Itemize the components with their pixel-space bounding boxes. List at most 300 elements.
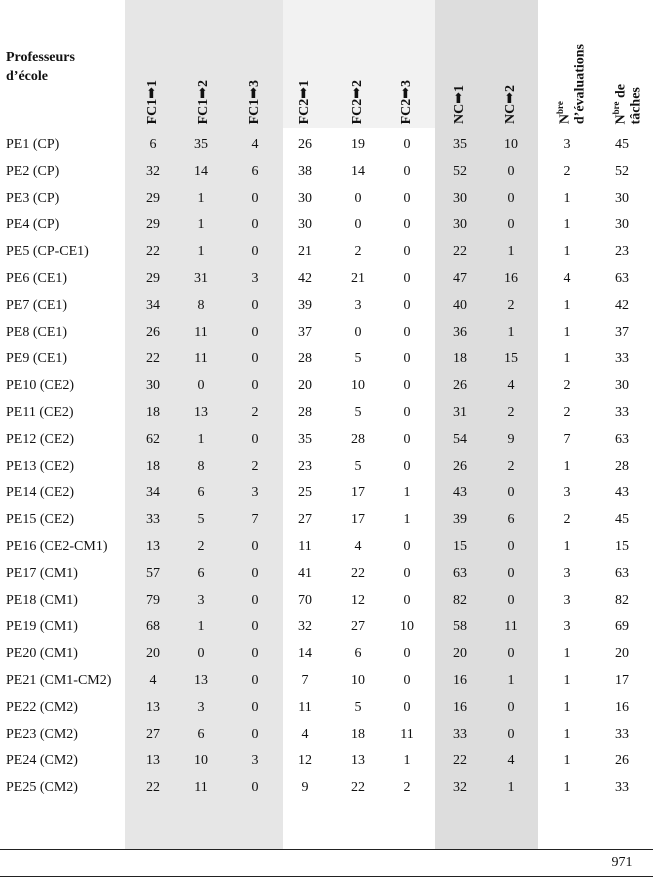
table-cell: 18 [453, 351, 467, 367]
table-cell: 0 [403, 646, 411, 662]
table-cell: 30 [615, 190, 629, 206]
table-cell: 11 [194, 780, 208, 796]
table-cell: 0 [403, 351, 411, 367]
table-cell: 2 [197, 539, 205, 554]
table-cell: 0 [403, 217, 411, 233]
table-cell: 0 [507, 565, 515, 581]
table-cell: 35 [298, 431, 312, 447]
table-cell: 4 [251, 137, 259, 152]
table-cell: 3 [251, 271, 259, 286]
table-cell: 37 [298, 324, 312, 340]
table-cell: 0 [251, 726, 259, 742]
table-cell: 20 [453, 646, 467, 662]
table-cell: 43 [615, 485, 629, 501]
column-header-6 [385, 4, 429, 124]
table-cell: 54 [453, 431, 467, 447]
table-cell: 0 [354, 217, 362, 233]
table-cell: 0 [251, 780, 259, 796]
table-cell: 14 [194, 163, 208, 179]
table-cell: 2 [507, 297, 515, 313]
table-cell: 0 [251, 646, 259, 662]
table-cell: 16 [453, 673, 467, 688]
table-cell: 63 [615, 431, 629, 447]
row-label: PE4 (CP) [6, 217, 60, 233]
table-cell: 2 [354, 244, 362, 260]
table-cell: 16 [453, 699, 467, 715]
table-cell: 0 [251, 565, 259, 581]
row-label: PE24 (CM2) [6, 753, 78, 769]
table-cell: 1 [563, 780, 571, 796]
table-cell: 2 [563, 378, 571, 394]
column-header-7 [438, 4, 482, 124]
table-row [0, 480, 653, 507]
table-rule-top [0, 849, 653, 850]
table-cell: 0 [403, 324, 411, 340]
table-cell: 42 [615, 297, 629, 313]
table-cell: 13 [194, 405, 208, 420]
table-cell: 0 [507, 726, 515, 742]
column-header-label: FC1➡2 [196, 79, 211, 124]
table-cell: 1 [563, 217, 571, 233]
table-cell: 28 [298, 351, 312, 367]
table-cell: 32 [298, 619, 312, 635]
table-cell: 3 [563, 592, 571, 608]
table-cell: 4 [507, 753, 515, 769]
table-cell: 22 [351, 565, 365, 581]
table-cell: 18 [351, 726, 365, 742]
row-label: PE19 (CM1) [6, 619, 78, 635]
table-cell: 38 [298, 163, 312, 179]
table-cell: 30 [298, 217, 312, 233]
table-cell: 0 [403, 458, 411, 474]
table-cell: 4 [149, 673, 157, 688]
table-cell: 1 [563, 726, 571, 742]
table-cell: 8 [197, 458, 205, 474]
table-cell: 69 [615, 619, 629, 635]
table-cell: 3 [251, 485, 259, 501]
table-cell: 0 [251, 673, 259, 688]
table-cell: 1 [507, 324, 515, 340]
table-cell: 45 [615, 137, 629, 152]
table-cell: 2 [563, 163, 571, 179]
row-label: PE10 (CE2) [6, 378, 75, 394]
table-cell: 0 [251, 190, 259, 206]
table-cell: 17 [351, 485, 365, 501]
table-cell: 11 [194, 324, 208, 340]
table-cell: 17 [351, 512, 365, 528]
column-header-label: FC2➡1 [297, 79, 312, 124]
table-cell: 10 [504, 137, 518, 152]
table-cell: 2 [507, 405, 515, 420]
table-cell: 0 [197, 378, 205, 394]
row-label: PE25 (CM2) [6, 780, 78, 796]
table-cell: 0 [403, 244, 411, 260]
table-cell: 2 [563, 512, 571, 528]
table-rule-bottom [0, 876, 653, 877]
table-cell: 3 [563, 565, 571, 581]
table-cell: 22 [146, 244, 160, 260]
table-cell: 30 [298, 190, 312, 206]
table-cell: 18 [146, 458, 160, 474]
table-cell: 0 [403, 592, 411, 608]
table-cell: 32 [453, 780, 467, 796]
row-label: PE7 (CE1) [6, 297, 68, 313]
table-cell: 31 [453, 405, 467, 420]
table-cell: 1 [563, 190, 571, 206]
table-cell: 1 [563, 646, 571, 662]
column-header-label: FC1➡3 [247, 79, 262, 124]
table-cell: 2 [507, 458, 515, 474]
table-cell: 57 [146, 565, 160, 581]
table-cell: 5 [354, 405, 362, 420]
table-cell: 20 [615, 646, 629, 662]
table-row [0, 507, 653, 534]
table-cell: 1 [563, 753, 571, 769]
table-cell: 0 [197, 646, 205, 662]
tasks-column-header: $N^{bre}$ de tâches [610, 83, 644, 124]
table-cell: 4 [354, 539, 362, 554]
table-cell: 21 [298, 244, 312, 260]
table-cell: 0 [403, 539, 411, 554]
table-cell: 16 [615, 699, 629, 715]
table-cell: 23 [298, 458, 312, 474]
table-cell: 1 [563, 673, 571, 688]
row-label: PE22 (CM2) [6, 699, 78, 715]
table-cell: 1 [563, 351, 571, 367]
table-row [0, 159, 653, 186]
table-cell: 36 [453, 324, 467, 340]
table-cell: 34 [146, 485, 160, 501]
table-cell: 33 [453, 726, 467, 742]
table-cell: 0 [251, 378, 259, 394]
table-cell: 40 [453, 297, 467, 313]
table-cell: 4 [563, 271, 571, 286]
table-cell: 22 [146, 351, 160, 367]
table-cell: 0 [403, 673, 411, 688]
column-header-label: NC➡1 [452, 85, 467, 124]
table-cell: 6 [197, 485, 205, 501]
table-cell: 41 [298, 565, 312, 581]
table-cell: 1 [197, 217, 205, 233]
table-cell: 1 [507, 244, 515, 260]
table-row [0, 561, 653, 588]
table-cell: 1 [197, 431, 205, 447]
table-cell: 10 [351, 378, 365, 394]
table-cell: 15 [504, 351, 518, 367]
row-label: PE18 (CM1) [6, 592, 78, 608]
table-cell: 3 [563, 619, 571, 635]
table-row [0, 373, 653, 400]
table-cell: 1 [403, 485, 411, 501]
table-cell: 13 [351, 753, 365, 769]
table-cell: 0 [251, 297, 259, 313]
table-cell: 0 [507, 190, 515, 206]
table-cell: 0 [251, 431, 259, 447]
table-row [0, 132, 653, 159]
table-row [0, 588, 653, 615]
table-cell: 68 [146, 619, 160, 635]
table-row [0, 641, 653, 668]
header-title-line1: Professeurs [6, 50, 75, 65]
table-cell: 21 [351, 271, 365, 286]
table-row [0, 239, 653, 266]
table-cell: 52 [615, 163, 629, 179]
table-row [0, 748, 653, 775]
table-row [0, 346, 653, 373]
row-label: PE16 (CE2-CM1) [6, 539, 108, 554]
table-cell: 15 [615, 539, 629, 554]
column-header-2 [182, 4, 226, 124]
table-cell: 32 [146, 163, 160, 179]
table-cell: 82 [615, 592, 629, 608]
table-cell: 7 [301, 673, 309, 688]
table-cell: 3 [197, 699, 205, 715]
table-cell: 0 [403, 699, 411, 715]
table-cell: 22 [146, 780, 160, 796]
table-row [0, 614, 653, 641]
table-cell: 0 [251, 539, 259, 554]
table-cell: 22 [351, 780, 365, 796]
table-cell: 12 [298, 753, 312, 769]
table-cell: 0 [403, 163, 411, 179]
table-cell: 26 [453, 378, 467, 394]
table-cell: 79 [146, 592, 160, 608]
table-cell: 23 [615, 244, 629, 260]
table-cell: 6 [149, 137, 157, 152]
table-row [0, 668, 653, 695]
table-cell: 19 [351, 137, 365, 152]
table-cell: 0 [251, 244, 259, 260]
table-cell: 35 [453, 137, 467, 152]
table-cell: 37 [615, 324, 629, 340]
table-cell: 1 [507, 780, 515, 796]
table-cell: 27 [146, 726, 160, 742]
table-cell: 34 [146, 297, 160, 313]
table-cell: 0 [403, 405, 411, 420]
table-cell: 28 [615, 458, 629, 474]
row-label: PE3 (CP) [6, 190, 60, 206]
table-cell: 13 [146, 753, 160, 769]
column-header-1 [131, 4, 175, 124]
table-cell: 29 [146, 190, 160, 206]
table-cell: 10 [194, 753, 208, 769]
table-cell: 0 [354, 324, 362, 340]
table-cell: 0 [251, 351, 259, 367]
table-row [0, 212, 653, 239]
table-cell: 0 [251, 217, 259, 233]
table-cell: 31 [194, 271, 208, 286]
table-row [0, 266, 653, 293]
table-cell: 0 [507, 699, 515, 715]
table-cell: 63 [615, 271, 629, 286]
table-cell: 4 [301, 726, 309, 742]
table-row [0, 695, 653, 722]
column-header-label: FC2➡2 [350, 79, 365, 124]
table-cell: 63 [615, 565, 629, 581]
table-cell: 14 [351, 163, 365, 179]
row-label: PE13 (CE2) [6, 458, 75, 474]
table-row [0, 775, 653, 802]
row-label: PE20 (CM1) [6, 646, 78, 662]
row-label: PE11 (CE2) [6, 405, 74, 420]
table-cell: 26 [453, 458, 467, 474]
table-cell: 6 [354, 646, 362, 662]
table-cell: 11 [298, 539, 312, 554]
table-cell: 1 [507, 673, 515, 688]
table-cell: 28 [351, 431, 365, 447]
table-cell: 33 [615, 405, 629, 420]
table-cell: 63 [453, 565, 467, 581]
column-header-5 [336, 4, 380, 124]
table-cell: 45 [615, 512, 629, 528]
table-cell: 29 [146, 217, 160, 233]
row-label: PE1 (CP) [6, 137, 60, 152]
table-cell: 26 [146, 324, 160, 340]
table-row [0, 722, 653, 749]
table-cell: 0 [403, 565, 411, 581]
table-cell: 3 [563, 137, 571, 152]
table-cell: 5 [354, 458, 362, 474]
table-cell: 11 [194, 351, 208, 367]
table-cell: 39 [298, 297, 312, 313]
table-cell: 1 [197, 244, 205, 260]
table-cell: 20 [146, 646, 160, 662]
table-cell: 9 [507, 431, 515, 447]
table-cell: 30 [615, 378, 629, 394]
table-cell: 16 [504, 271, 518, 286]
table-cell: 0 [507, 646, 515, 662]
table-cell: 6 [251, 163, 259, 179]
table-cell: 1 [197, 619, 205, 635]
table-cell: 30 [453, 190, 467, 206]
table-cell: 1 [563, 539, 571, 554]
row-label: PE12 (CE2) [6, 431, 75, 447]
table-cell: 0 [507, 539, 515, 554]
row-label: PE8 (CE1) [6, 324, 68, 340]
column-header-8 [489, 4, 533, 124]
table-cell: 27 [298, 512, 312, 528]
table-cell: 30 [146, 378, 160, 394]
table-cell: 22 [453, 753, 467, 769]
table-cell: 82 [453, 592, 467, 608]
table-row [0, 427, 653, 454]
table-cell: 8 [197, 297, 205, 313]
table-cell: 27 [351, 619, 365, 635]
table-cell: 5 [197, 512, 205, 528]
table-row [0, 293, 653, 320]
table-cell: 1 [563, 324, 571, 340]
table-cell: 12 [351, 592, 365, 608]
table-cell: 22 [453, 244, 467, 260]
table-row [0, 186, 653, 213]
table-cell: 62 [146, 431, 160, 447]
table-cell: 2 [251, 458, 259, 474]
column-header-label: FC1➡1 [145, 79, 160, 124]
table-cell: 33 [615, 726, 629, 742]
table-cell: 0 [251, 324, 259, 340]
row-label: PE14 (CE2) [6, 485, 75, 501]
table-cell: 39 [453, 512, 467, 528]
table-cell: 2 [563, 405, 571, 420]
table-cell: 11 [298, 699, 312, 715]
table-cell: 1 [403, 753, 411, 769]
table-cell: 17 [615, 673, 629, 688]
table-cell: 43 [453, 485, 467, 501]
table-cell: 6 [197, 565, 205, 581]
row-label: PE9 (CE1) [6, 351, 68, 367]
table-row [0, 320, 653, 347]
table-cell: 0 [251, 619, 259, 635]
table-cell: 6 [507, 512, 515, 528]
table-cell: 33 [615, 780, 629, 796]
table-cell: 20 [298, 378, 312, 394]
table-cell: 52 [453, 163, 467, 179]
table-cell: 25 [298, 485, 312, 501]
header-title-line2: d’école [6, 69, 48, 84]
table-cell: 0 [507, 217, 515, 233]
column-header-label: NC➡2 [503, 85, 518, 124]
table-cell: 33 [615, 351, 629, 367]
table-cell: 6 [197, 726, 205, 742]
table-cell: 3 [251, 753, 259, 769]
table-cell: 1 [563, 297, 571, 313]
table-cell: 30 [453, 217, 467, 233]
table-cell: 18 [146, 405, 160, 420]
table-cell: 0 [403, 297, 411, 313]
table-cell: 13 [146, 699, 160, 715]
column-header-3 [233, 4, 277, 124]
table-cell: 10 [400, 619, 414, 635]
table-cell: 11 [400, 726, 414, 742]
row-label: PE2 (CP) [6, 163, 60, 179]
table-cell: 0 [251, 592, 259, 608]
table-cell: 5 [354, 699, 362, 715]
table-cell: 33 [146, 512, 160, 528]
table-cell: 29 [146, 271, 160, 286]
table-cell: 14 [298, 646, 312, 662]
table-cell: 13 [194, 673, 208, 688]
table-cell: 1 [563, 699, 571, 715]
table-cell: 4 [507, 378, 515, 394]
table-cell: 7 [563, 431, 571, 447]
total-tasks: 971 [611, 855, 633, 870]
table-cell: 0 [403, 190, 411, 206]
table-cell: 2 [403, 780, 411, 796]
teachers-column-header [6, 48, 75, 86]
table-cell: 1 [563, 244, 571, 260]
table-cell: 5 [354, 351, 362, 367]
table-cell: 0 [507, 163, 515, 179]
table-cell: 15 [453, 539, 467, 554]
table-cell: 30 [615, 217, 629, 233]
row-label: PE17 (CM1) [6, 565, 78, 581]
table-row [0, 534, 653, 561]
table-cell: 26 [298, 137, 312, 152]
table-cell: 1 [563, 458, 571, 474]
table-cell: 0 [403, 431, 411, 447]
row-label: PE5 (CP-CE1) [6, 244, 89, 260]
table-cell: 0 [403, 378, 411, 394]
table-cell: 13 [146, 539, 160, 554]
row-label: PE21 (CM1-CM2) [6, 673, 112, 688]
table-cell: 1 [403, 512, 411, 528]
table-cell: 3 [197, 592, 205, 608]
table-cell: 3 [563, 485, 571, 501]
table-cell: 47 [453, 271, 467, 286]
evaluations-column-header: $N^{bre}$ d’évaluations [554, 43, 588, 124]
table-cell: 2 [251, 405, 259, 420]
table-row [0, 454, 653, 481]
